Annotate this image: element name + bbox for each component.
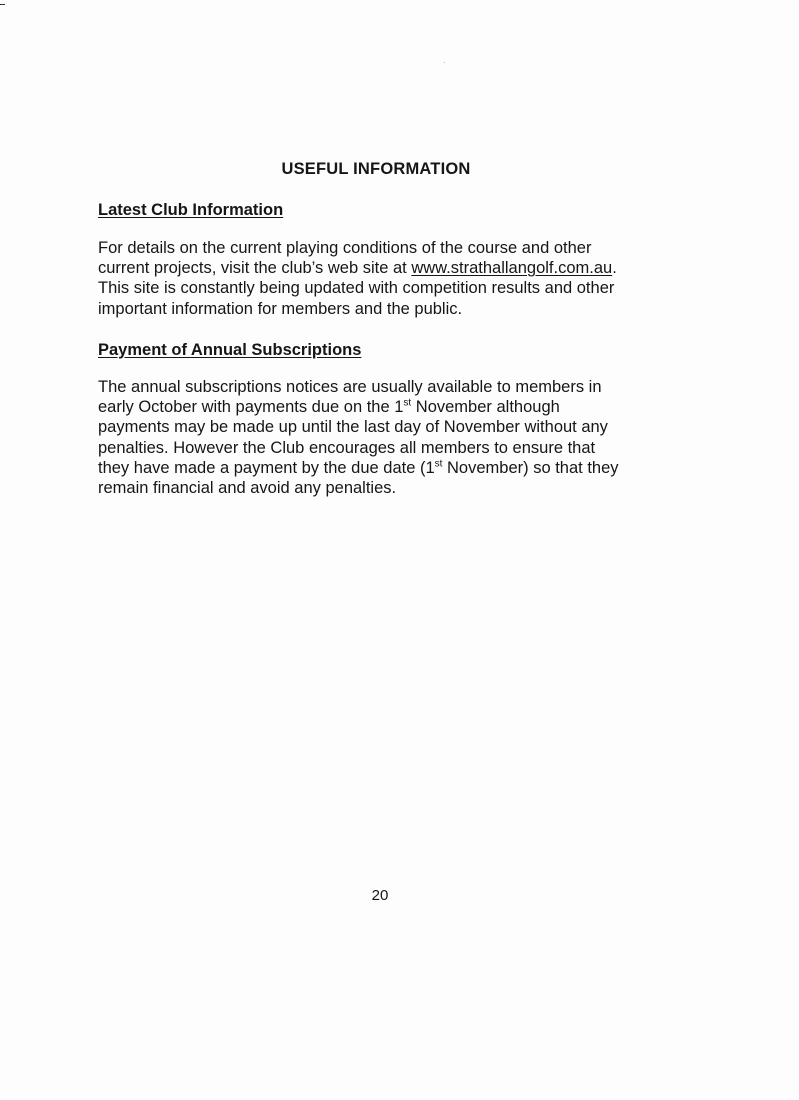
line-text: November although: [411, 398, 560, 417]
paragraph-line: important information for members and the public.: [98, 299, 463, 318]
paragraph-line: The annual subscriptions notices are usually available to members in: [98, 378, 602, 396]
scan-speck: [444, 62, 445, 63]
scan-corner-mark: [0, 4, 5, 5]
section-paragraph-latest-club-information: [98, 238, 658, 319]
line-text: .: [612, 259, 617, 278]
paragraph-line: penalties. However the Club encourages all members to ensure that: [98, 438, 596, 457]
line-text: November) so that they: [442, 458, 619, 477]
paragraph-line: [98, 397, 658, 417]
page-number: 20: [371, 887, 389, 904]
line-text: current projects, visit the club’s web site at: [98, 259, 412, 278]
section-paragraph-payment-of-annual-subscriptions: [98, 377, 658, 498]
ordinal-suffix: st: [403, 397, 412, 409]
paragraph-line: payments may be made up until the last day of November without any: [98, 418, 608, 437]
section-heading-payment-of-annual-subscriptions: Payment of Annual Subscriptions: [98, 341, 362, 359]
paragraph-line: For details on the current playing conditions of the course and other: [98, 239, 592, 257]
page-title: USEFUL INFORMATION: [281, 160, 471, 178]
paragraph-line: remain financial and avoid any penalties.: [98, 479, 397, 498]
paragraph-line: This site is constantly being updated with competition results and other: [98, 279, 615, 298]
paragraph-line: [98, 458, 658, 478]
ordinal-suffix: st: [434, 458, 443, 470]
club-website-link[interactable]: www.strathallangolf.com.au: [411, 259, 613, 278]
paragraph-line: [98, 258, 658, 278]
section-heading-latest-club-information: Latest Club Information: [98, 201, 284, 219]
line-text: they have made a payment by the due date (1: [98, 458, 435, 477]
line-text: early October with payments due on the 1: [98, 398, 404, 417]
